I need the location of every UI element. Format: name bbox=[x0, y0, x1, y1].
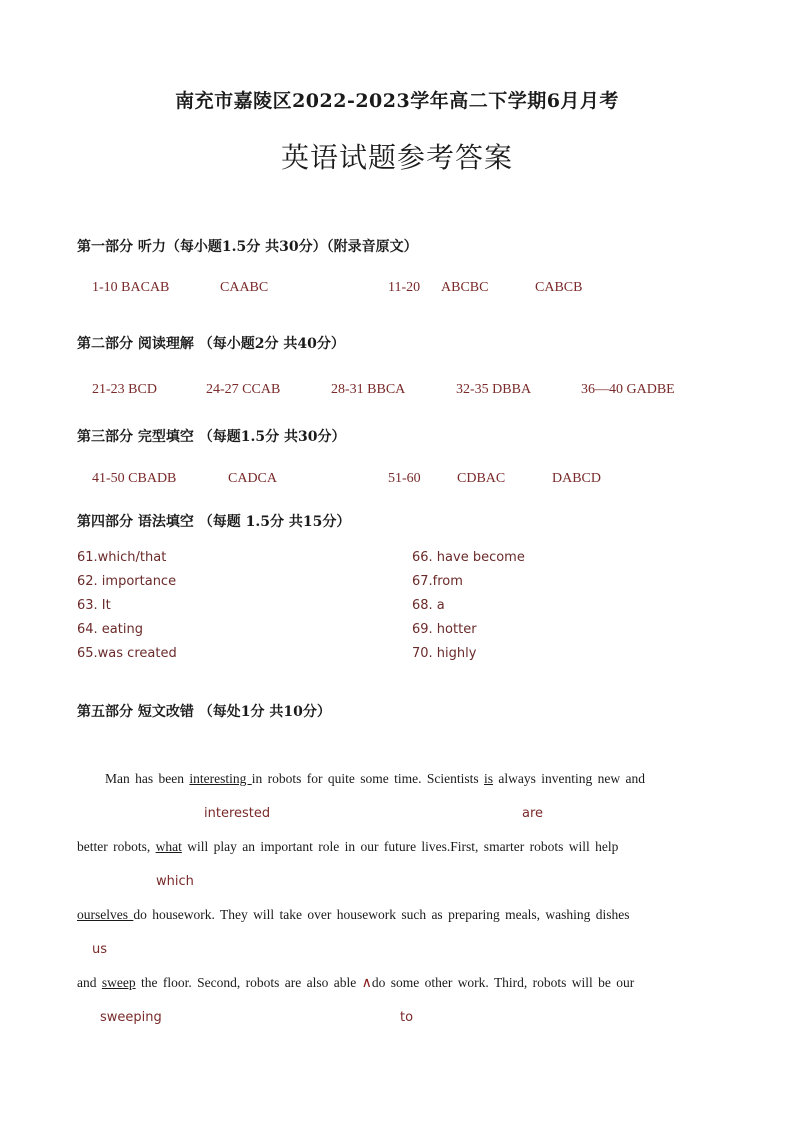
insertion-caret: ∧ bbox=[361, 975, 372, 991]
passage-line: and sweep the floor. Second, robots are also able ∧do some other work. Third, robots will be our bbox=[77, 975, 635, 991]
correction: us bbox=[92, 942, 108, 957]
part1-answer: CAABC bbox=[220, 280, 269, 295]
error-word: is bbox=[483, 771, 493, 786]
error-word: sweep bbox=[101, 975, 136, 990]
grammar-answer: 61.which/that bbox=[77, 550, 167, 565]
part2-answer: 36—40 GADBE bbox=[581, 382, 675, 397]
part2-answer: 24-27 CCAB bbox=[206, 382, 281, 397]
part3-answer: 41-50 CBADB bbox=[92, 471, 177, 486]
part5-heading: 第五部分 短文改错 （每处1分 共10分） bbox=[77, 704, 331, 720]
part1-answer: ABCBC bbox=[441, 280, 489, 295]
grammar-answer: 63. It bbox=[77, 598, 111, 613]
passage-line: ourselves do housework. They will take over housework such as preparing meals, washing dishes bbox=[77, 907, 630, 922]
error-word: interesting bbox=[189, 771, 252, 786]
correction: to bbox=[400, 1010, 414, 1025]
grammar-answer: 64. eating bbox=[77, 622, 143, 637]
part3-answer: 51-60 bbox=[388, 471, 421, 486]
part2-heading: 第二部分 阅读理解 （每小题2分 共40分） bbox=[77, 336, 345, 352]
part1-heading: 第一部分 听力（每小题1.5分 共30分）（附录音原文） bbox=[77, 239, 418, 255]
error-word: what bbox=[155, 839, 182, 854]
part3-answer: CADCA bbox=[228, 471, 278, 486]
error-word: ourselves bbox=[77, 907, 134, 922]
part3-heading: 第三部分 完型填空 （每题1.5分 共30分） bbox=[77, 429, 346, 445]
grammar-answer: 70. highly bbox=[412, 646, 477, 661]
grammar-answer: 67.from bbox=[412, 574, 463, 589]
answer-key-title: 英语试题参考答案 bbox=[280, 141, 513, 174]
grammar-answer: 65.was created bbox=[77, 646, 177, 661]
correction: are bbox=[522, 806, 544, 821]
correction: which bbox=[156, 874, 194, 889]
part1-answer: 11-20 bbox=[388, 280, 421, 295]
grammar-answer: 62. importance bbox=[77, 574, 177, 589]
part1-answer: 1-10 BACAB bbox=[92, 280, 170, 295]
part2-answer: 28-31 BBCA bbox=[331, 382, 406, 397]
exam-title: 南充市嘉陵区2022-2023学年高二下学期6月月考 bbox=[175, 90, 619, 112]
grammar-answer: 69. hotter bbox=[412, 622, 477, 637]
passage-line: better robots, what will play an important role in our future lives.First, smarter robots will help bbox=[77, 839, 619, 854]
grammar-answer: 66. have become bbox=[412, 550, 525, 565]
part3-answer: CDBAC bbox=[457, 471, 506, 486]
part1-answer: CABCB bbox=[535, 280, 583, 295]
passage-line: Man has been interesting in robots for quite some time. Scientists is always inventing new and bbox=[105, 771, 645, 786]
part2-answer: 21-23 BCD bbox=[92, 382, 157, 397]
grammar-answer: 68. a bbox=[412, 598, 445, 613]
part4-heading: 第四部分 语法填空 （每题 1.5分 共15分） bbox=[77, 514, 351, 530]
correction: sweeping bbox=[100, 1010, 162, 1025]
correction: interested bbox=[204, 806, 271, 821]
part3-answer: DABCD bbox=[552, 471, 602, 486]
part2-answer: 32-35 DBBA bbox=[456, 382, 532, 397]
